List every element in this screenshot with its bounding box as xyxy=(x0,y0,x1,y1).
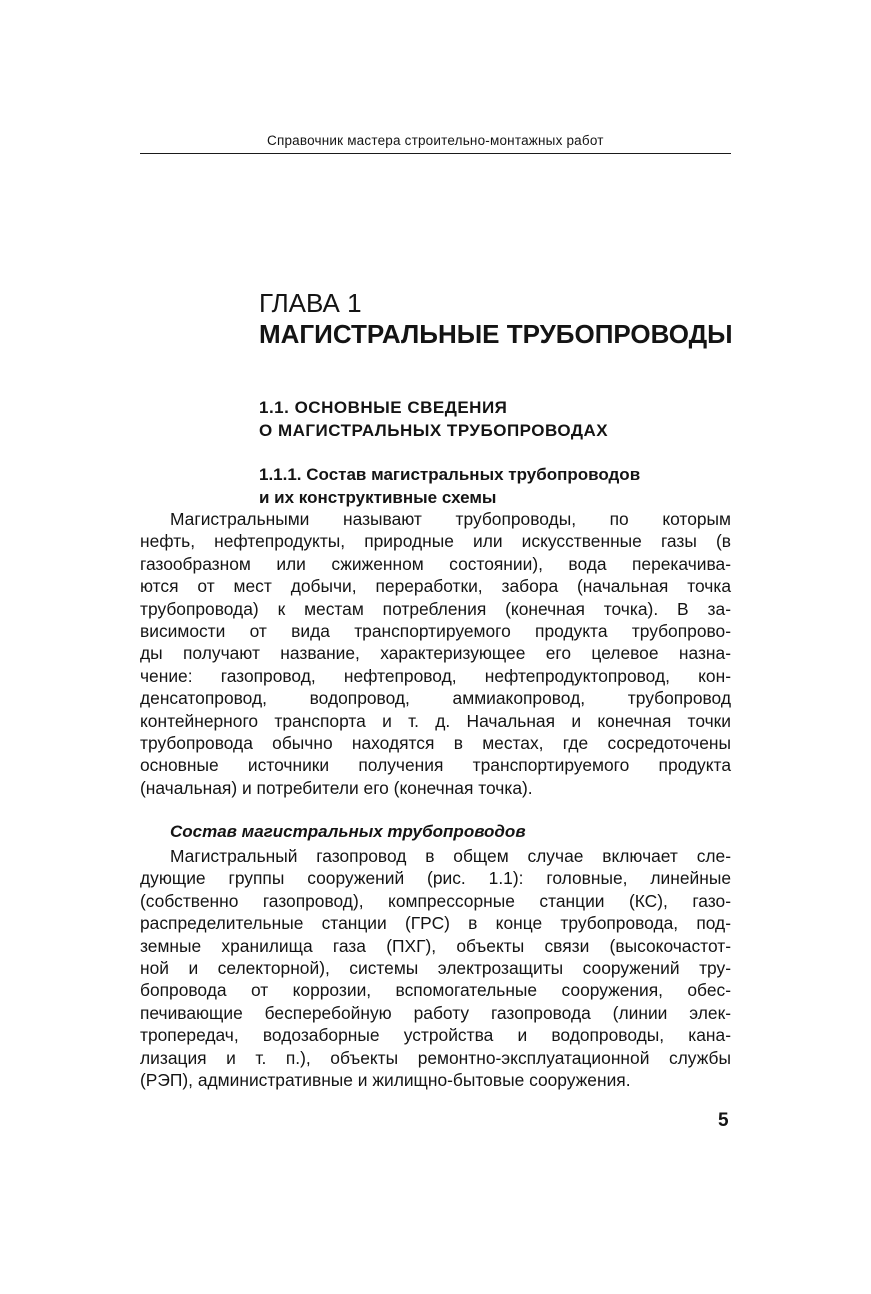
subsection-title-line-2: и их конструктивные схемы xyxy=(259,488,497,507)
paragraph-line: Магистральными называют трубопроводы, по которым xyxy=(170,509,731,529)
paragraph-line: контейнерного транспорта и т. д. Начальная и конечная точки xyxy=(140,710,731,731)
paragraph-line: (собственно газопровод), компрессорные станции (КС), газо- xyxy=(140,890,731,911)
paragraph-line: основные источники получения транспортируемого продукта xyxy=(140,755,731,776)
paragraph-line: ются от мест добычи, переработки, забора (начальная точка xyxy=(140,576,731,597)
paragraph-line: трубопровода) к местам потребления (конечная точка). В за- xyxy=(140,598,731,619)
paragraph-line: земные хранилища газа (ПХГ), объекты связи (высокочастот- xyxy=(140,935,731,956)
paragraph-line: чение: газопровод, нефтепровод, нефтепродуктопровод, кон- xyxy=(140,665,731,686)
paragraph-line: распределительные станции (ГРС) в конце трубопровода, под- xyxy=(140,913,731,934)
subsection-title-line-1: 1.1.1. Состав магистральных трубопроводов xyxy=(259,465,641,484)
paragraph-line: нефть, нефтепродукты, природные или искусственные газы (в xyxy=(140,531,731,552)
paragraph-line: ды получают название, характеризующее его целевое назна- xyxy=(140,643,731,664)
section-title xyxy=(259,396,608,442)
chapter-label: ГЛАВА 1 xyxy=(259,288,362,318)
paragraph-line: трубопровода обычно находятся в местах, где сосредоточены xyxy=(140,732,731,753)
paragraph-line: ной и селекторной), системы электрозащиты сооружений тру- xyxy=(140,957,731,978)
paragraph-1 xyxy=(140,508,731,799)
paragraph-line: лизация и т. п.), объекты ремонтно-эксплуатационной службы xyxy=(140,1047,731,1068)
page-number: 5 xyxy=(718,1110,729,1131)
paragraph-line: тропередач, водозаборные устройства и водопроводы, кана- xyxy=(140,1025,731,1046)
paragraph-line: печивающие бесперебойную работу газопровода (линии элек- xyxy=(140,1002,731,1023)
paragraph-line: газообразном или сжиженном состоянии), вода перекачива- xyxy=(140,553,731,574)
paragraph-line: денсатопровод, водопровод, аммиакопровод, трубопровод xyxy=(140,688,731,709)
subsection-title xyxy=(259,463,640,509)
paragraph-line: дующие группы сооружений (рис. 1.1): головные, линейные xyxy=(140,868,731,889)
subheading: Состав магистральных трубопроводов xyxy=(170,822,526,841)
paragraph-line: бопровода от коррозии, вспомогательные сооружения, обес- xyxy=(140,980,731,1001)
running-head: Справочник мастера строительно-монтажных работ xyxy=(267,133,604,148)
section-title-line-2: О МАГИСТРАЛЬНЫХ ТРУБОПРОВОДАХ xyxy=(259,421,609,440)
header-rule xyxy=(140,153,731,154)
paragraph-2 xyxy=(140,845,731,1091)
paragraph-line: (РЭП), административные и жилищно-бытовые сооружения. xyxy=(140,1069,631,1090)
chapter-title: МАГИСТРАЛЬНЫЕ ТРУБОПРОВОДЫ xyxy=(259,319,733,349)
section-title-line-1: 1.1. ОСНОВНЫЕ СВЕДЕНИЯ xyxy=(259,398,508,417)
paragraph-line: Магистральный газопровод в общем случае включает сле- xyxy=(170,846,731,866)
paragraph-line: (начальная) и потребители его (конечная точка). xyxy=(140,777,533,798)
paragraph-line: висимости от вида транспортируемого продукта трубопрово- xyxy=(140,620,731,641)
